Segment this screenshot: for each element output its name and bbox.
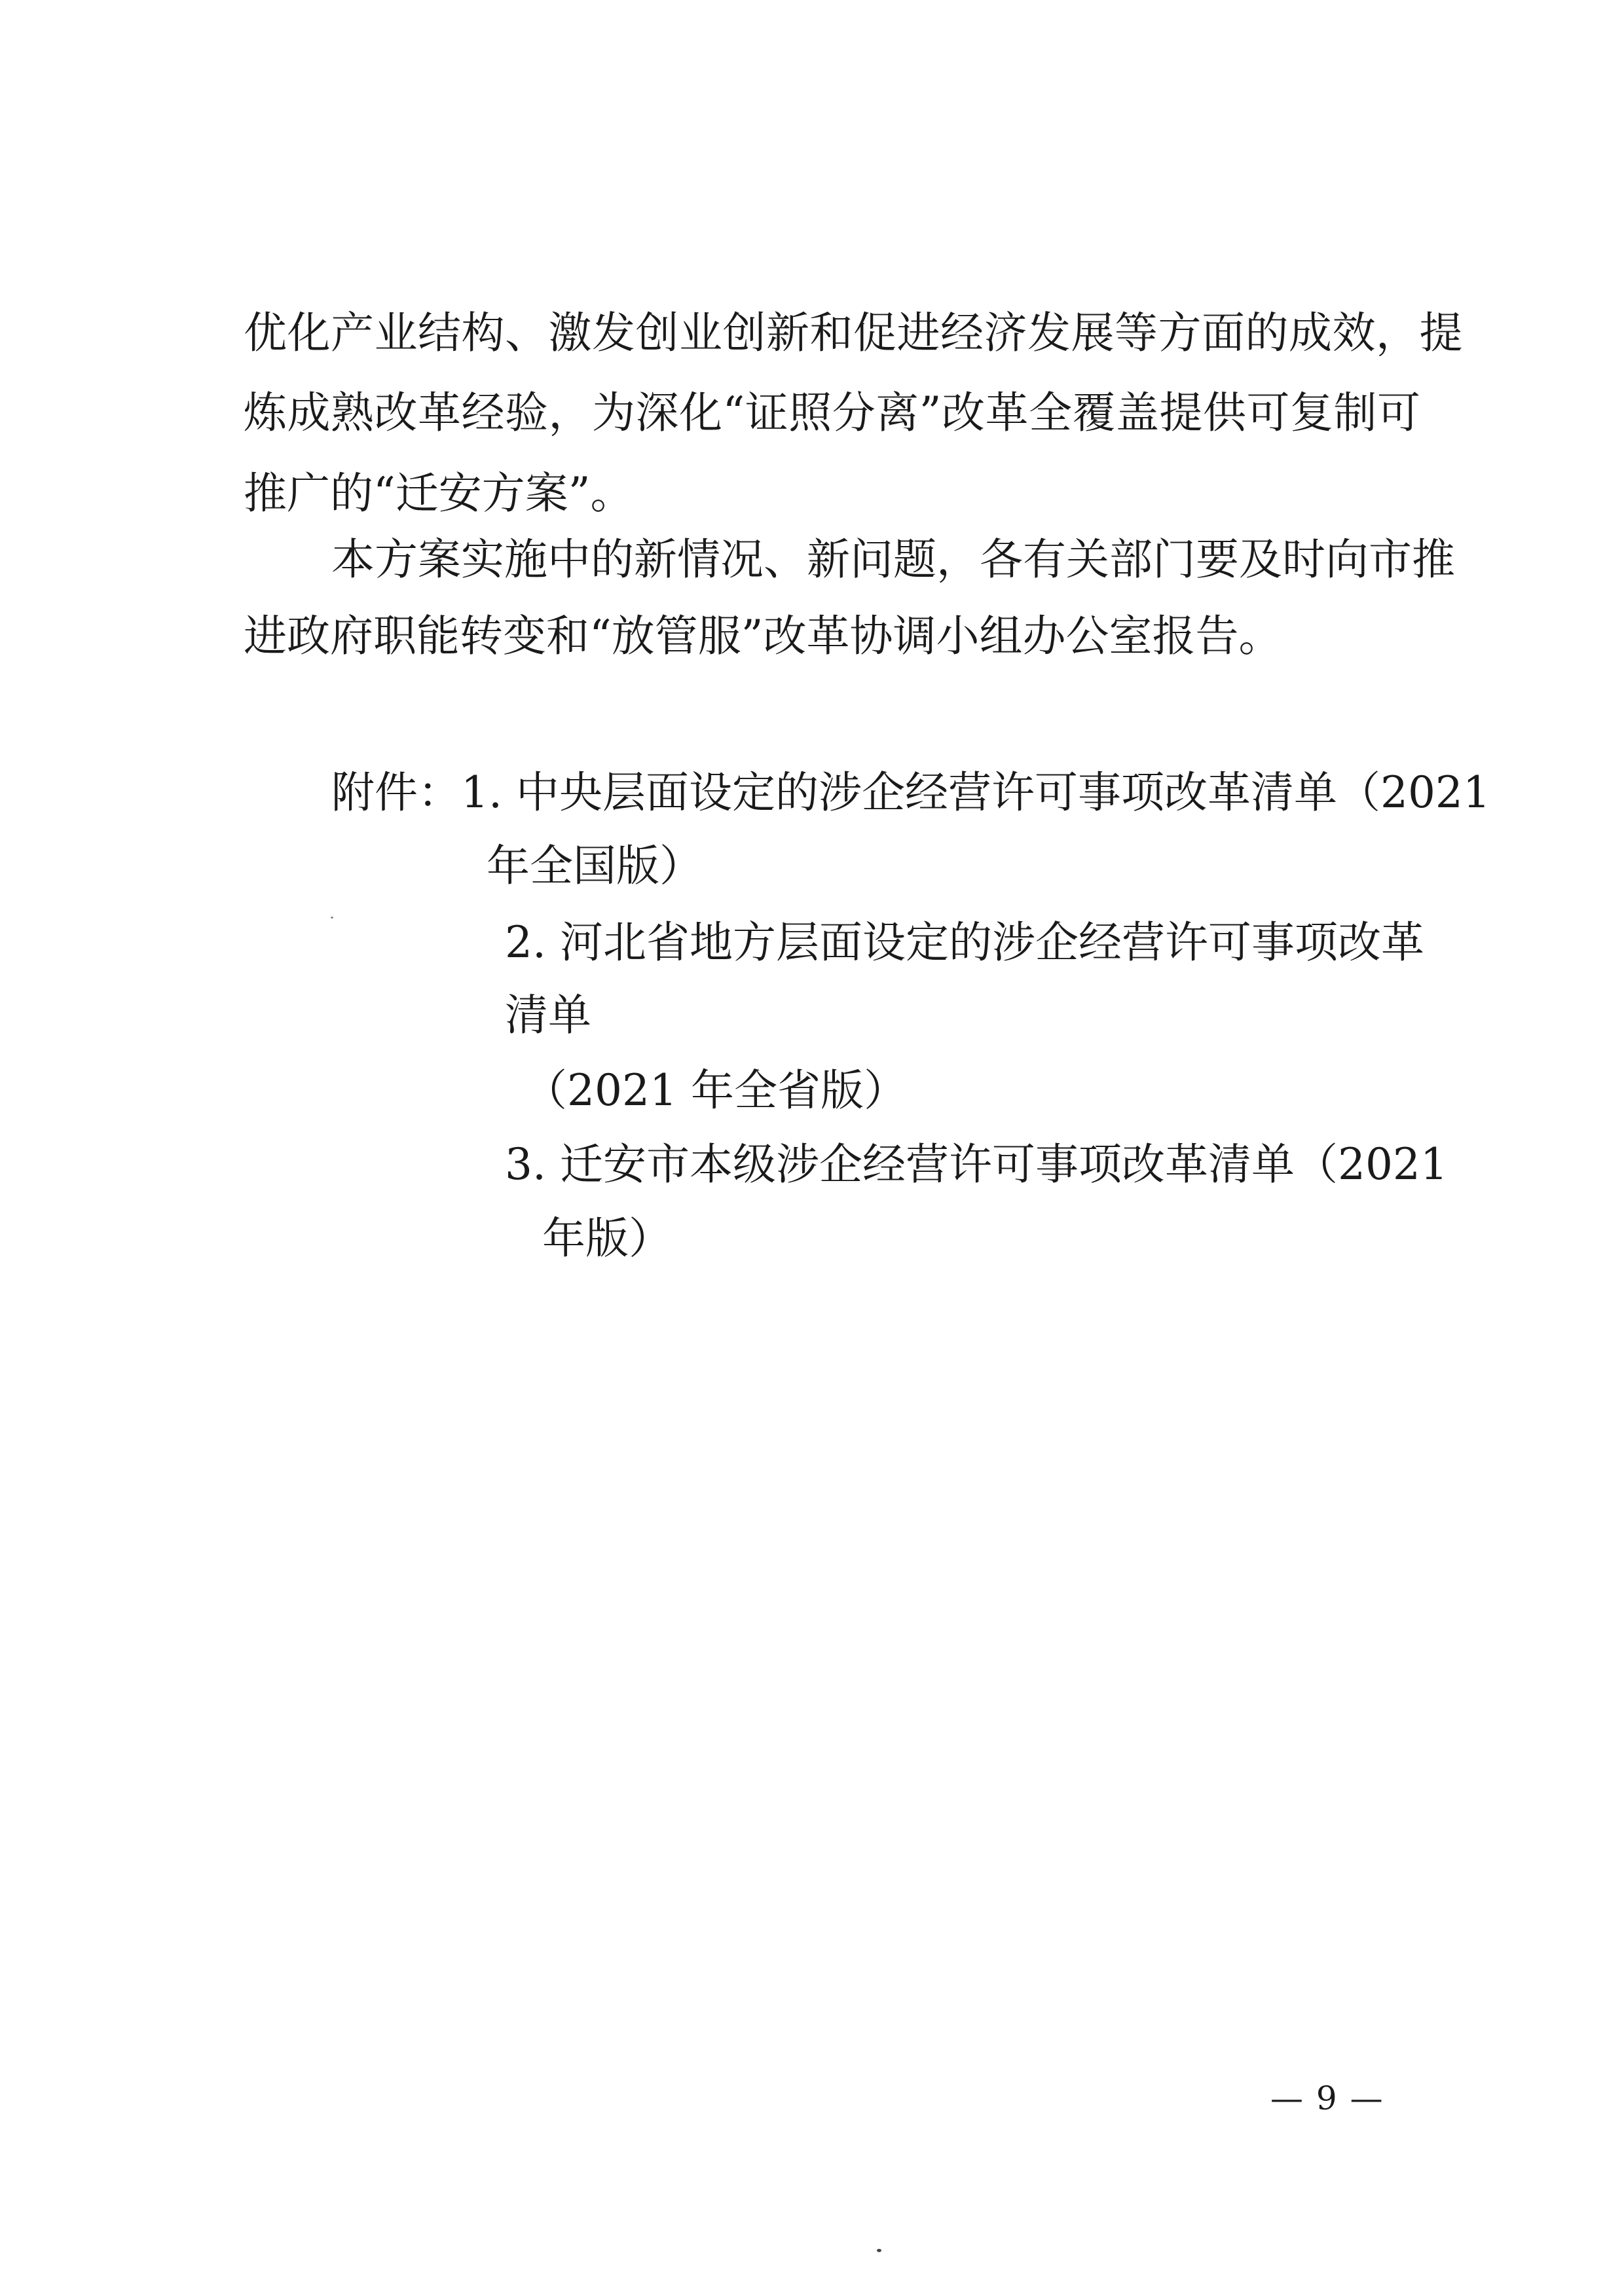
attachment-1-line-1: 附件：1. 中央层面设定的涉企经营许可事项改革清单（2021 (331, 767, 1490, 818)
paragraph-2-line-2: 进政府职能转变和“放管服”改革协调小组办公室报告。 (244, 611, 1282, 661)
page-number: — 9 — (1270, 2079, 1384, 2117)
paragraph-2-line-1: 本方案实施中的新情况、新问题，各有关部门要及时向市推 (331, 534, 1455, 585)
paragraph-1-line-1: 优化产业结构、激发创业创新和促进经济发展等方面的成效，提 (244, 308, 1463, 358)
scan-speck (331, 917, 333, 919)
attachment-3-line-1: 3. 迁安市本级涉企经营许可事项改革清单（2021 (505, 1139, 1448, 1190)
paragraph-1-line-3: 推广的“迁安方案”。 (244, 468, 634, 519)
attachment-1-line-2: 年全国版） (487, 841, 703, 891)
attachment-2-line-2: 清单 (505, 990, 591, 1040)
attachment-2-line-1: 2. 河北省地方层面设定的涉企经营许可事项改革 (505, 917, 1424, 968)
scan-speck (877, 2249, 881, 2252)
attachment-2-line-3: （2021 年全省版） (524, 1065, 907, 1116)
paragraph-1-line-2: 炼成熟改革经验，为深化“证照分离”改革全覆盖提供可复制可 (244, 388, 1421, 438)
attachment-3-line-2: 年版） (542, 1213, 672, 1264)
